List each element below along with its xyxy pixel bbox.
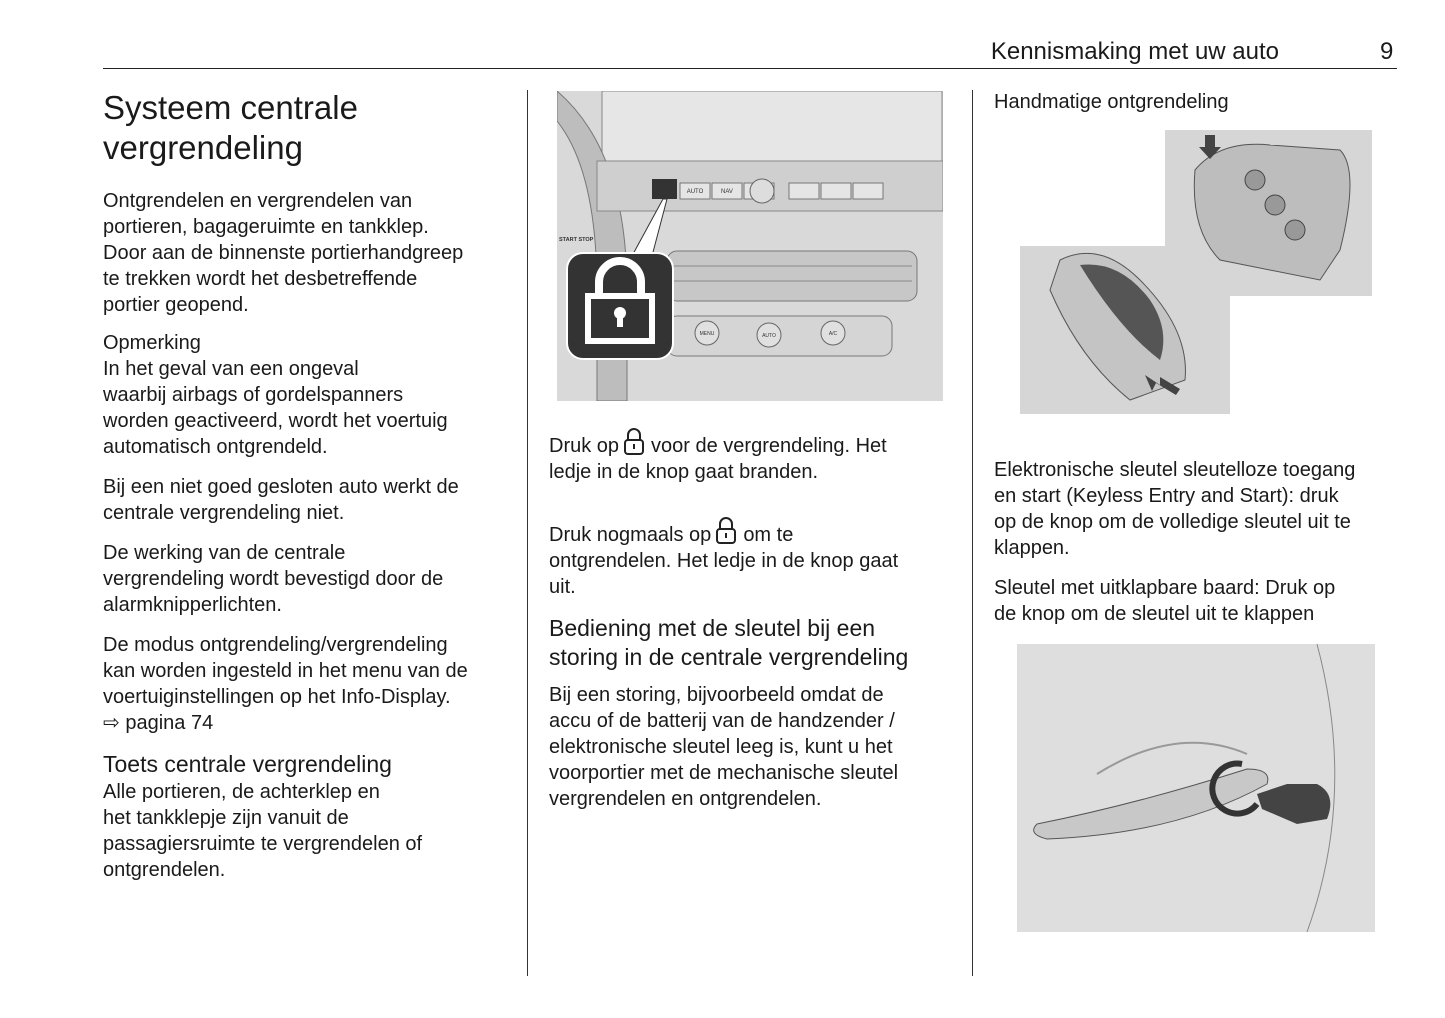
note-heading: Opmerking — [103, 332, 201, 354]
start-stop-label: START STOP — [559, 237, 594, 243]
paragraph: Sleutel met uitklapbare baard: Druk op de knop om de sleutel uit te klappen — [994, 577, 1336, 625]
door-handle-illustration — [1017, 644, 1375, 932]
page-reference-link[interactable] — [103, 710, 513, 736]
key-illustration — [1020, 130, 1372, 414]
text: Druk op — [549, 435, 620, 457]
text: ontgrendelen. Het ledje in de knop gaat uit. — [549, 550, 899, 598]
menu-knob-label: MENU — [699, 331, 715, 337]
paragraph: De werking van de centrale vergrendeling wordt bevestigd door de alarmknipperlichten. — [103, 542, 444, 616]
text: om te — [743, 524, 794, 546]
nav-button-label: NAV — [721, 189, 733, 195]
column-divider — [972, 90, 973, 976]
ac-knob-label: A/C — [828, 331, 838, 337]
page-number: 9 — [1380, 38, 1394, 65]
paragraph: Elektronische sleutel sleutelloze toegang en start (Keyless Entry and Start): druk op de knop om de volledige sleutel uit te klappen. — [994, 459, 1356, 559]
paragraph: Alle portieren, de achterklep en het tankklepje zijn vanuit de passagiersruimte te vergrendelen of ontgrendelen. — [103, 781, 423, 881]
text: Druk nogmaals op — [549, 524, 712, 546]
note-text: In het geval van een ongeval waarbij airbags of gordelspanners worden geactiveerd, wordt het voertuig automatisch ontgrendeld. — [103, 358, 448, 458]
subsection-heading: Handmatige ontgrendeling — [994, 91, 1229, 113]
intro-text: Ontgrendelen en vergrendelen van portieren, bagageruimte en tankklep. Door aan de binnenste portierhandgreep te trekken wordt het desbetreffende portier geopend. — [103, 190, 464, 316]
arrow-right-icon: ⇨ — [103, 712, 120, 734]
paragraph: Bij een niet goed gesloten auto werkt de centrale vergrendeling niet. — [103, 476, 459, 524]
subsection-heading: Toets centrale vergrendeling — [103, 751, 392, 777]
lock-instruction — [549, 426, 959, 459]
text: voor de vergrendeling. Het — [651, 435, 887, 457]
dashboard-illustration — [557, 91, 943, 401]
column-divider — [527, 90, 528, 976]
subsection-heading: Bediening met de sleutel bij een storing in de centrale vergrendeling — [549, 615, 909, 670]
section-title: Kennismaking met uw auto — [990, 38, 1279, 65]
header-rule — [103, 68, 1397, 69]
text: ledje in de knop gaat branden. — [549, 461, 819, 483]
lock-icon — [715, 515, 737, 545]
unlock-instruction — [549, 515, 959, 548]
auto-button-label: AUTO — [686, 189, 704, 195]
page-reference-label: pagina 74 — [125, 712, 214, 734]
climate-auto-label: AUTO — [762, 333, 776, 339]
paragraph: De modus ontgrendeling/vergrendeling kan worden ingesteld in het menu van de voertuiginstellingen op het Info-Display. — [103, 634, 468, 708]
paragraph: Bij een storing, bijvoorbeeld omdat de accu of de batterij van de handzender / elektronische sleutel leeg is, kunt u het voorportier met de mechanische sleutel vergrendelen en ontgrendelen. — [549, 684, 899, 810]
lock-icon — [623, 426, 645, 456]
page-title: Systeem centrale vergrendeling — [103, 89, 358, 166]
